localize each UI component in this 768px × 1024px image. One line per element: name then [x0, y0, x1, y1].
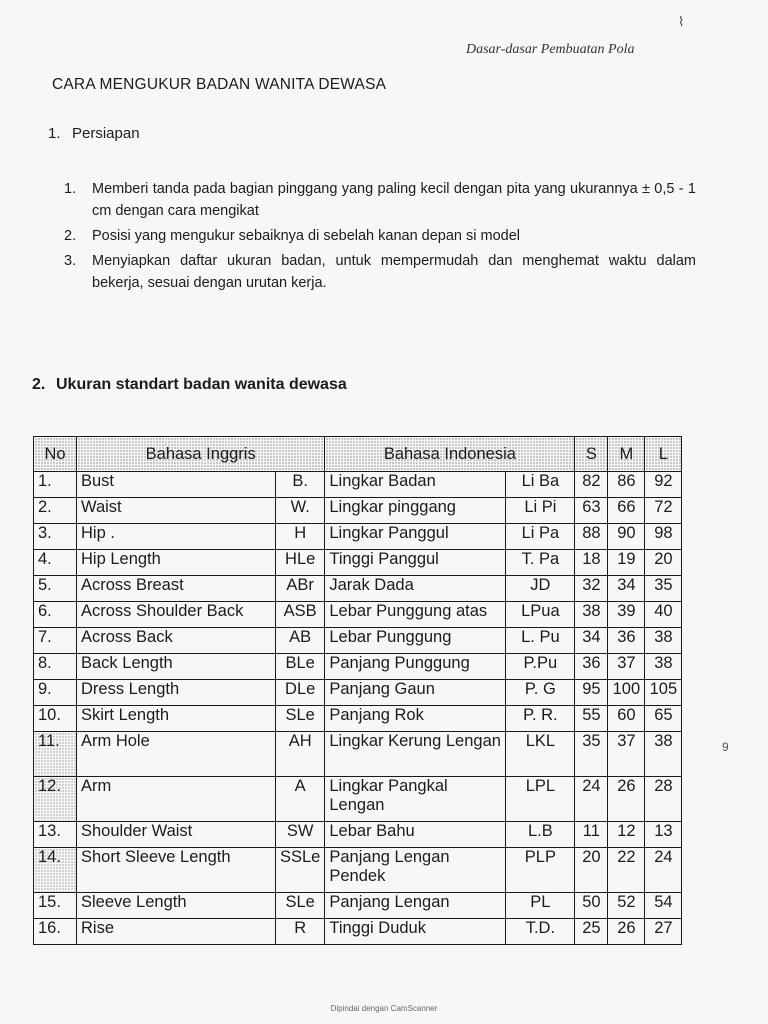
indonesian-term: Tinggi Duduk [325, 919, 506, 945]
step-item [64, 225, 696, 247]
table-row [34, 706, 682, 732]
row-number: 7. [34, 628, 77, 654]
section-1-number: 1. [48, 125, 61, 142]
size-m-value: 60 [608, 706, 645, 732]
measurement-table [33, 436, 682, 945]
size-s-value: 25 [575, 919, 608, 945]
size-l-value: 28 [645, 777, 682, 822]
row-number: 15. [34, 893, 77, 919]
table-row [34, 919, 682, 945]
header-size-l: L [645, 437, 682, 472]
size-s-value: 18 [575, 550, 608, 576]
size-l-value: 72 [645, 498, 682, 524]
size-s-value: 34 [575, 628, 608, 654]
size-s-value: 95 [575, 680, 608, 706]
table-row [34, 472, 682, 498]
preparation-steps [64, 178, 696, 297]
english-abbreviation: W. [276, 498, 325, 524]
indonesian-term: Tinggi Panggul [325, 550, 506, 576]
size-m-value: 12 [608, 822, 645, 848]
size-s-value: 32 [575, 576, 608, 602]
size-l-value: 38 [645, 654, 682, 680]
english-abbreviation: DLe [276, 680, 325, 706]
indonesian-term: Panjang Gaun [325, 680, 506, 706]
english-term: Across Shoulder Back [77, 602, 276, 628]
size-m-value: 100 [608, 680, 645, 706]
row-number: 8. [34, 654, 77, 680]
table-row [34, 822, 682, 848]
row-number: 1. [34, 472, 77, 498]
indonesian-abbreviation: LPua [506, 602, 575, 628]
size-s-value: 11 [575, 822, 608, 848]
size-l-value: 27 [645, 919, 682, 945]
indonesian-abbreviation: Li Ba [506, 472, 575, 498]
indonesian-term: Lebar Punggung atas [325, 602, 506, 628]
english-term: Hip . [77, 524, 276, 550]
indonesian-term: Lingkar Panggul [325, 524, 506, 550]
english-abbreviation: ASB [276, 602, 325, 628]
size-m-value: 66 [608, 498, 645, 524]
size-l-value: 105 [645, 680, 682, 706]
size-l-value: 13 [645, 822, 682, 848]
row-number: 9. [34, 680, 77, 706]
indonesian-abbreviation: PLP [506, 848, 575, 893]
indonesian-term: Lingkar Kerung Lengan [325, 732, 506, 777]
english-term: Arm [77, 777, 276, 822]
indonesian-term: Lingkar Pangkal Lengan [325, 777, 506, 822]
section-1-heading [48, 125, 140, 142]
size-m-value: 52 [608, 893, 645, 919]
english-abbreviation: R [276, 919, 325, 945]
indonesian-abbreviation: L.B [506, 822, 575, 848]
english-term: Bust [77, 472, 276, 498]
english-term: Sleeve Length [77, 893, 276, 919]
indonesian-term: Panjang Punggung [325, 654, 506, 680]
english-abbreviation: SLe [276, 706, 325, 732]
section-2-number: 2. [32, 376, 46, 393]
size-s-value: 63 [575, 498, 608, 524]
indonesian-term: Lingkar pinggang [325, 498, 506, 524]
english-term: Across Breast [77, 576, 276, 602]
page-title: CARA MENGUKUR BADAN WANITA DEWASA [52, 76, 387, 93]
section-2-heading [32, 376, 347, 394]
english-term: Dress Length [77, 680, 276, 706]
step-text: Posisi yang mengukur sebaiknya di sebelah kanan depan si model [92, 228, 521, 244]
indonesian-abbreviation: T.D. [506, 919, 575, 945]
size-l-value: 92 [645, 472, 682, 498]
table-row [34, 576, 682, 602]
table-row [34, 524, 682, 550]
step-text: Memberi tanda pada bagian pinggang yang paling kecil dengan pita yang ukurannya ± 0,5 - 1 cm dengan cara mengikat [92, 181, 696, 219]
indonesian-abbreviation: JD [506, 576, 575, 602]
indonesian-term: Jarak Dada [325, 576, 506, 602]
running-header: Dasar-dasar Pembuatan Pola [466, 42, 635, 57]
size-m-value: 36 [608, 628, 645, 654]
size-m-value: 37 [608, 654, 645, 680]
row-number: 13. [34, 822, 77, 848]
table-row [34, 848, 682, 893]
size-s-value: 88 [575, 524, 608, 550]
table-row [34, 680, 682, 706]
indonesian-term: Panjang Lengan Pendek [325, 848, 506, 893]
indonesian-abbreviation: LPL [506, 777, 575, 822]
indonesian-abbreviation: P. G [506, 680, 575, 706]
english-abbreviation: H [276, 524, 325, 550]
english-term: Short Sleeve Length [77, 848, 276, 893]
indonesian-abbreviation: L. Pu [506, 628, 575, 654]
step-number: 2. [64, 228, 77, 244]
english-term: Arm Hole [77, 732, 276, 777]
row-number: 16. [34, 919, 77, 945]
size-l-value: 20 [645, 550, 682, 576]
step-number: 1. [64, 181, 77, 197]
header-indonesian: Bahasa Indonesia [325, 437, 575, 472]
table-row [34, 628, 682, 654]
size-s-value: 24 [575, 777, 608, 822]
indonesian-abbreviation: P. R. [506, 706, 575, 732]
row-number: 6. [34, 602, 77, 628]
table-row [34, 498, 682, 524]
size-l-value: 24 [645, 848, 682, 893]
english-term: Back Length [77, 654, 276, 680]
table-row [34, 654, 682, 680]
english-abbreviation: SSLe [276, 848, 325, 893]
english-abbreviation: SLe [276, 893, 325, 919]
indonesian-abbreviation: PL [506, 893, 575, 919]
margin-mark: 9 [722, 740, 729, 754]
indonesian-abbreviation: T. Pa [506, 550, 575, 576]
size-s-value: 36 [575, 654, 608, 680]
section-1-title: Persiapan [72, 125, 140, 142]
size-l-value: 38 [645, 732, 682, 777]
indonesian-term: Panjang Rok [325, 706, 506, 732]
row-number: 14. [34, 848, 77, 893]
english-abbreviation: AH [276, 732, 325, 777]
english-abbreviation: A [276, 777, 325, 822]
header-size-s: S [575, 437, 608, 472]
size-s-value: 38 [575, 602, 608, 628]
size-m-value: 37 [608, 732, 645, 777]
size-m-value: 34 [608, 576, 645, 602]
scribble-mark-icon: ⌇ [678, 14, 685, 29]
size-l-value: 35 [645, 576, 682, 602]
section-2-title: Ukuran standart badan wanita dewasa [56, 376, 347, 393]
row-number: 12. [34, 777, 77, 822]
indonesian-term: Lebar Punggung [325, 628, 506, 654]
indonesian-abbreviation: Li Pi [506, 498, 575, 524]
size-m-value: 39 [608, 602, 645, 628]
scanner-footer: Dipindai dengan CamScanner [330, 1004, 438, 1013]
english-abbreviation: ABr [276, 576, 325, 602]
table-row [34, 777, 682, 822]
size-s-value: 50 [575, 893, 608, 919]
row-number: 3. [34, 524, 77, 550]
size-m-value: 19 [608, 550, 645, 576]
table-row [34, 893, 682, 919]
table-row [34, 732, 682, 777]
english-abbreviation: SW [276, 822, 325, 848]
size-l-value: 40 [645, 602, 682, 628]
size-l-value: 65 [645, 706, 682, 732]
row-number: 4. [34, 550, 77, 576]
size-s-value: 55 [575, 706, 608, 732]
step-item [64, 178, 696, 222]
step-item [64, 250, 696, 294]
size-m-value: 90 [608, 524, 645, 550]
row-number: 11. [34, 732, 77, 777]
english-abbreviation: HLe [276, 550, 325, 576]
english-term: Rise [77, 919, 276, 945]
table-header-row [34, 437, 682, 472]
size-s-value: 35 [575, 732, 608, 777]
size-m-value: 26 [608, 777, 645, 822]
row-number: 10. [34, 706, 77, 732]
size-l-value: 98 [645, 524, 682, 550]
size-m-value: 22 [608, 848, 645, 893]
table-row [34, 602, 682, 628]
row-number: 2. [34, 498, 77, 524]
size-s-value: 20 [575, 848, 608, 893]
header-no: No [34, 437, 77, 472]
size-l-value: 38 [645, 628, 682, 654]
header-size-m: M [608, 437, 645, 472]
indonesian-abbreviation: LKL [506, 732, 575, 777]
english-term: Waist [77, 498, 276, 524]
table-row [34, 550, 682, 576]
english-term: Shoulder Waist [77, 822, 276, 848]
english-abbreviation: B. [276, 472, 325, 498]
english-term: Skirt Length [77, 706, 276, 732]
size-m-value: 26 [608, 919, 645, 945]
indonesian-term: Lingkar Badan [325, 472, 506, 498]
english-abbreviation: BLe [276, 654, 325, 680]
indonesian-term: Panjang Lengan [325, 893, 506, 919]
english-abbreviation: AB [276, 628, 325, 654]
indonesian-term: Lebar Bahu [325, 822, 506, 848]
indonesian-abbreviation: Li Pa [506, 524, 575, 550]
size-l-value: 54 [645, 893, 682, 919]
size-s-value: 82 [575, 472, 608, 498]
row-number: 5. [34, 576, 77, 602]
english-term: Across Back [77, 628, 276, 654]
header-english: Bahasa Inggris [77, 437, 325, 472]
english-term: Hip Length [77, 550, 276, 576]
size-m-value: 86 [608, 472, 645, 498]
indonesian-abbreviation: P.Pu [506, 654, 575, 680]
step-text: Menyiapkan daftar ukuran badan, untuk mempermudah dan menghemat waktu dalam bekerja, sesuai dengan urutan kerja. [92, 253, 696, 291]
step-number: 3. [64, 253, 77, 269]
